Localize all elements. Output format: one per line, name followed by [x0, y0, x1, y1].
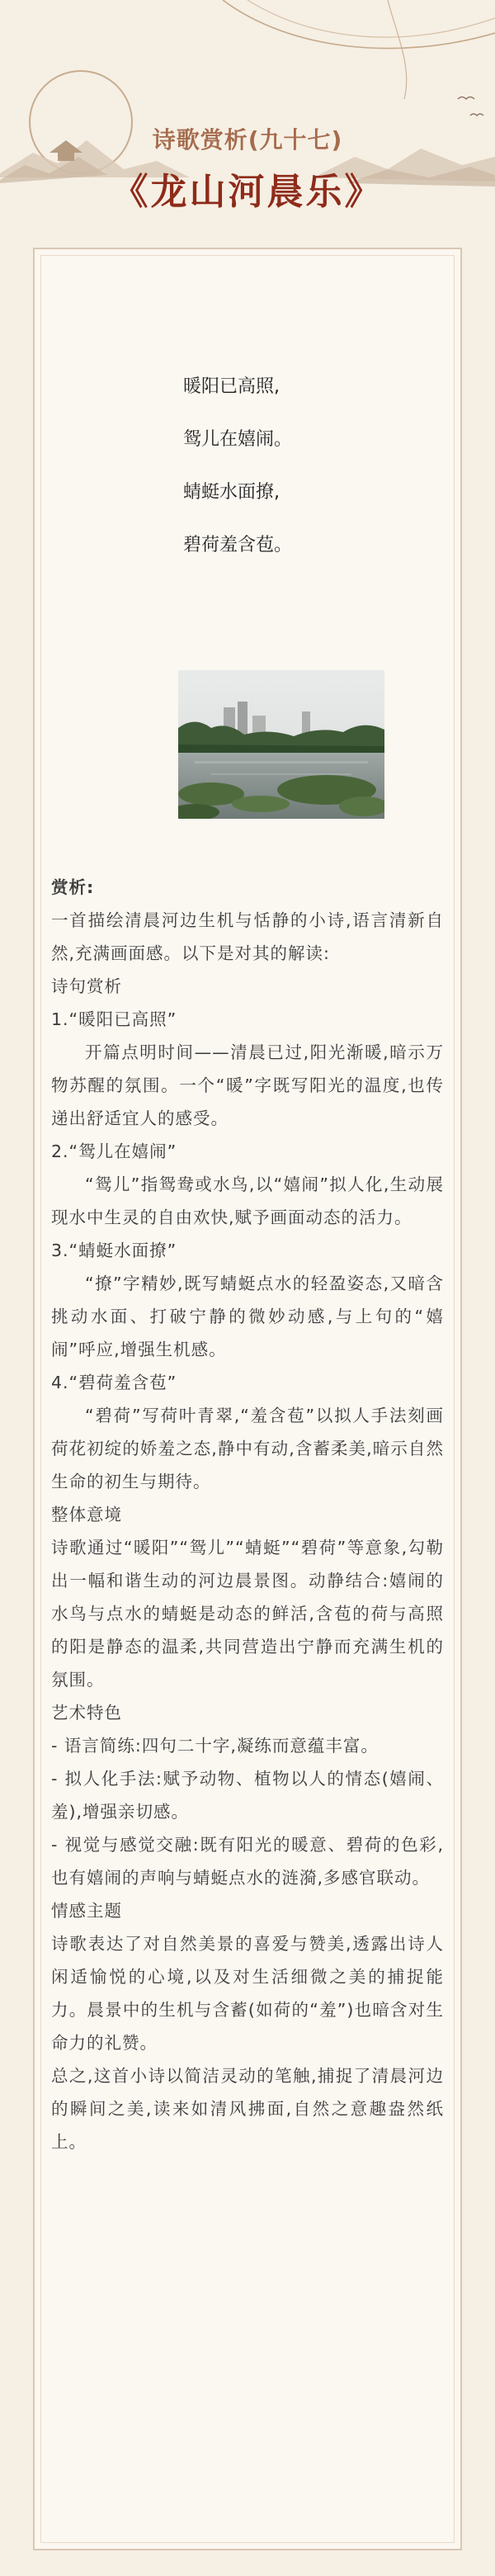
theme-paragraph: 诗歌表达了对自然美景的喜爱与赞美,透露出诗人闲适愉悦的心境,以及对生活细微之美的捕捉能力。晨景中的生机与含蓄(如荷的“羞”)也暗含对生命力的礼赞。	[51, 1934, 444, 2053]
feature-item: - 拟人化手法:赋予动物、植物以人的情态(嬉闹、羞),增强亲切感。	[51, 1769, 444, 1822]
line-heading: 1.“暖阳已高照”	[51, 1009, 177, 1029]
section-heading: 艺术特色	[51, 1703, 122, 1723]
line-heading: 2.“鸳儿在嬉闹”	[51, 1141, 177, 1161]
poem-line: 暖阳已高照,	[183, 376, 280, 397]
line-commentary: “鸳儿”指鸳鸯或水鸟,以“嬉闹”拟人化,生动展现水中生灵的自由欢快,赋予画面动态的活力。	[51, 1175, 444, 1227]
section-heading: 情感主题	[51, 1901, 122, 1921]
poem-line: 蜻蜓水面撩,	[183, 482, 280, 503]
header-banner	[0, 0, 495, 223]
feature-item: - 语言简练:四句二十字,凝练而意蕴丰富。	[51, 1736, 379, 1756]
section-heading: 整体意境	[51, 1505, 122, 1524]
section-heading: 诗句赏析	[51, 976, 122, 996]
poem-line: 碧荷羞含苞。	[183, 535, 293, 555]
article-subtitle: 诗歌赏析(九十七)	[152, 126, 343, 154]
analysis-section	[51, 871, 444, 2158]
line-heading: 3.“蜻蜓水面撩”	[51, 1241, 177, 1260]
analysis-intro: 一首描绘清晨河边生机与恬静的小诗,语言清新自然,充满画面感。以下是对其的解读:	[51, 910, 444, 963]
poem-line: 鸳儿在嬉闹。	[183, 429, 293, 450]
mood-paragraph: 诗歌通过“暖阳”“鸳儿”“蜻蜓”“碧荷”等意象,勾勒出一幅和谐生动的河边晨景图。动静结合:嬉闹的水鸟与点水的蜻蜓是动态的鲜活,含苞的荷与高照的阳是静态的温柔,共同营造出宁静而充满生机的氛围。	[51, 1538, 444, 1690]
feature-item: - 视觉与感觉交融:既有阳光的暖意、碧荷的色彩,也有嬉闹的声响与蜻蜓点水的涟漪,多感官联动。	[51, 1835, 444, 1888]
poem-title: 《龙山河晨乐》	[111, 171, 384, 213]
summary-paragraph: 总之,这首小诗以简洁灵动的笔触,捕捉了清晨河边的瞬间之美,读来如清风拂面,自然之意趣盎然纸上。	[51, 2066, 444, 2152]
line-heading: 4.“碧荷羞含苞”	[51, 1373, 177, 1392]
analysis-label: 赏析:	[51, 877, 95, 897]
line-commentary: “碧荷”写荷叶青翠,“羞含苞”以拟人手法刻画荷花初绽的娇羞之态,静中有动,含蓄柔美,暗示自然生命的初生与期待。	[51, 1406, 444, 1491]
river-photo	[178, 670, 384, 819]
line-commentary: 开篇点明时间——清晨已过,阳光渐暖,暗示万物苏醒的氛围。一个“暖”字既写阳光的温度,也传递出舒适宜人的感受。	[51, 1042, 444, 1128]
line-commentary: “撩”字精妙,既写蜻蜓点水的轻盈姿态,又暗含挑动水面、打破宁静的微妙动感,与上句的“嬉闹”呼应,增强生机感。	[51, 1274, 444, 1359]
poem-text	[183, 361, 292, 572]
